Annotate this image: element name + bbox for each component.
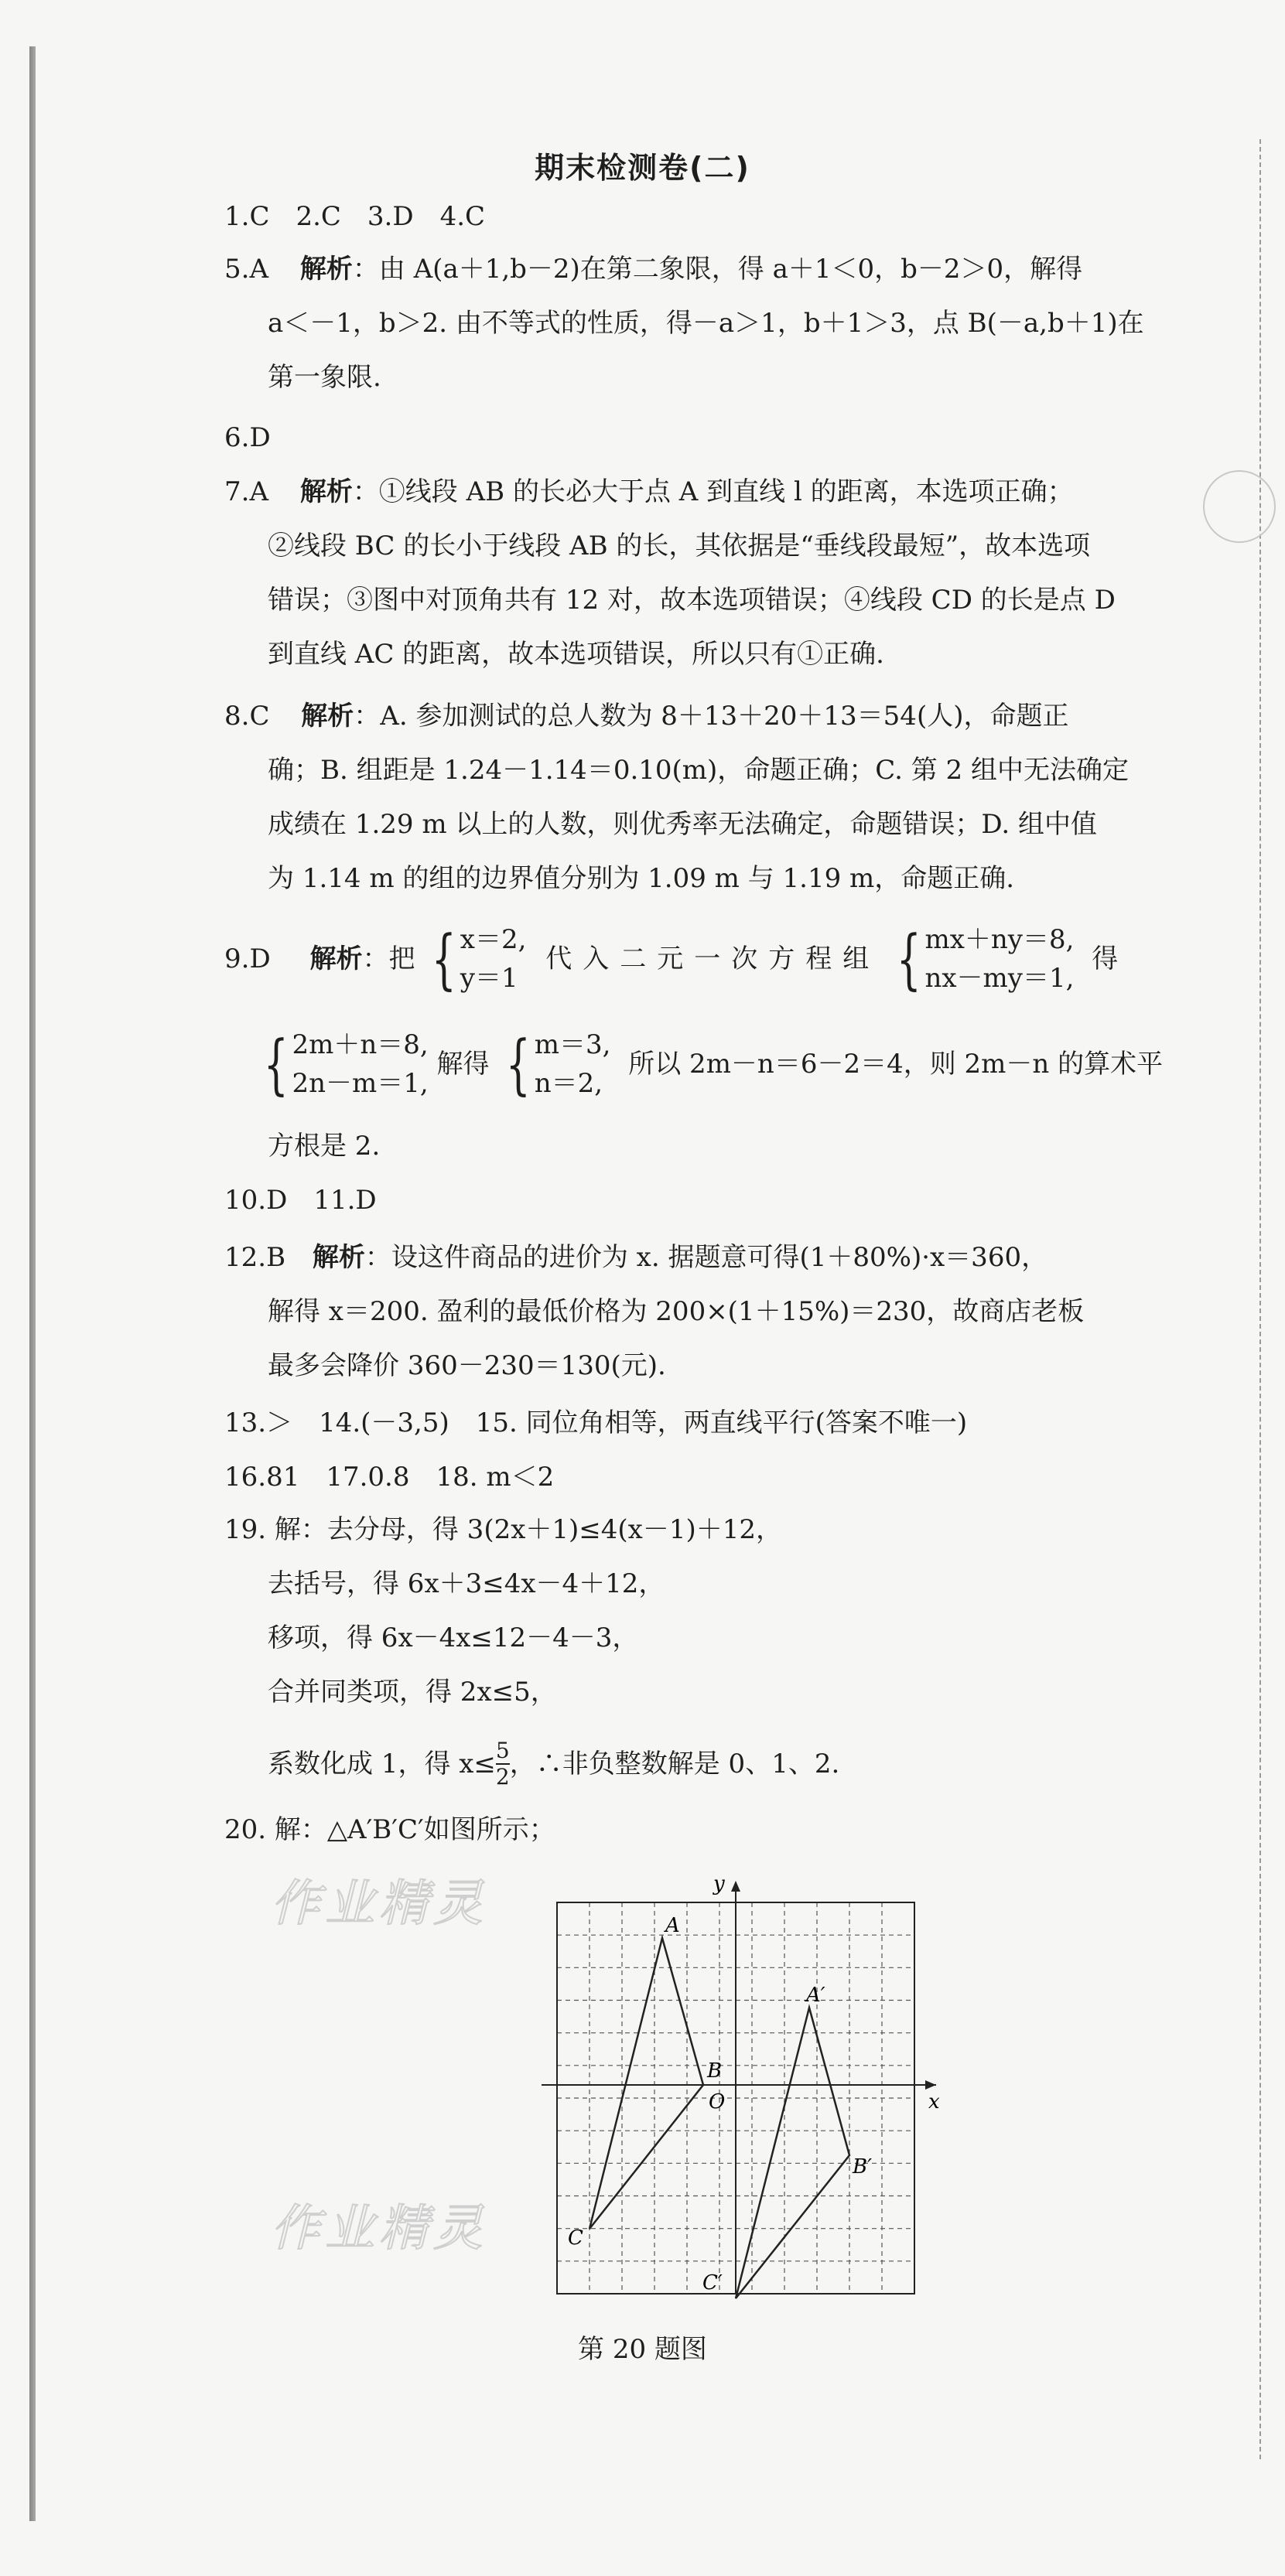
answer-9-number: 9.D	[224, 943, 271, 974]
answer-20: 20. 解：△A′B′C′如图所示；	[224, 1814, 555, 1845]
answer-5-line-1	[224, 252, 1082, 286]
analysis-label: 解析	[299, 254, 353, 285]
answer-8-line-3: 成绩在 1.29 m 以上的人数，则优秀率无法确定，命题错误；D. 组中值	[268, 809, 1098, 840]
page-title: 期末检测卷(二)	[535, 151, 750, 185]
answer-7-text-a: ：①线段 AB 的长必大于点 A 到直线 l 的距离，本选项正确；	[352, 476, 1074, 507]
answer-line-1-4: 1.C 2.C 3.D 4.C	[224, 201, 486, 232]
answer-12-text-a: ：设这件商品的进价为 x. 据题意可得(1＋80%)·x＝360，	[364, 1242, 1048, 1273]
answer-9-text-end: 得	[1092, 943, 1119, 974]
answer-7-line-3: 错误；③图中对顶角共有 12 对，故本选项错误；④线段 CD 的长是点 D	[268, 585, 1116, 616]
system-1: x＝2, y＝1	[460, 924, 527, 994]
analysis-label: 解析	[312, 1242, 365, 1273]
scan-edge-left	[29, 46, 36, 2521]
answer-9-text-mid: 代入二元一次方程组	[545, 943, 880, 974]
seal-stamp	[1203, 470, 1276, 543]
answer-19-line-4: 合并同类项，得 2x≤5，	[268, 1677, 557, 1708]
watermark: 作业精灵	[271, 1875, 487, 1933]
analysis-label: 解析	[299, 476, 353, 507]
answer-12-line-2: 解得 x＝200. 盈利的最低价格为 200×(1＋15%)＝230，故商店老板	[268, 1296, 1085, 1327]
answer-9-line-1: 9.D 解析：把 { x＝2, y＝1 代入二元一次方程组 { mx＋ny＝8, nx－my＝1, 得	[224, 921, 1119, 997]
answer-6: 6.D	[224, 422, 271, 453]
answer-7-line-4: 到直线 AC 的距离，故本选项错误，所以只有①正确.	[268, 639, 884, 670]
analysis-label: 解析	[309, 943, 363, 974]
figure-caption: 第 20 题图	[578, 2334, 707, 2365]
x-axis-arrow	[925, 2080, 936, 2090]
answer-9-text-tail: 所以 2m－n＝6－2＝4，则 2m－n 的算术平	[628, 1049, 1164, 1080]
triangle-a2b2c2	[736, 2008, 849, 2298]
answer-19-line-2: 去括号，得 6x＋3≤4x－4＋12，	[268, 1568, 665, 1599]
triangle-abc	[590, 1938, 703, 2229]
fraction-five-halves: $\frac{5}{2}$	[495, 1738, 510, 1790]
point-b-label: B	[707, 2059, 723, 2083]
y-axis-arrow	[731, 1881, 740, 1892]
answer-7-number: 7.A	[224, 476, 268, 507]
system-4: m＝3, n＝2,	[534, 1029, 611, 1099]
answer-8-text-a: ：A. 参加测试的总人数为 8＋13＋20＋13＝54(人)，命题正	[354, 701, 1069, 732]
point-c-prime-label: C′	[702, 2271, 723, 2295]
answer-10-11: 10.D 11.D	[224, 1185, 377, 1216]
answer-16-18: 16.81 17.0.8 18. m＜2	[224, 1462, 555, 1493]
answer-9-text-mid2: 解得	[436, 1049, 490, 1080]
system-2: mx＋ny＝8, nx－my＝1,	[924, 924, 1075, 994]
point-a-prime-label: A′	[806, 1984, 825, 2007]
y-axis-label: y	[713, 1872, 725, 1895]
answer-12-line-3: 最多会降价 360－230＝130(元).	[268, 1350, 666, 1381]
point-b-prime-label: B′	[853, 2155, 873, 2179]
answer-12-number: 12.B	[224, 1242, 286, 1273]
analysis-label: 解析	[301, 701, 354, 732]
origin-label: O	[709, 2090, 726, 2114]
answer-5-text-a: ：由 A(a＋1,b－2)在第二象限，得 a＋1＜0，b－2＞0，解得	[352, 254, 1083, 285]
watermark: 作业精灵	[271, 2200, 487, 2257]
answer-9-text-pre: ：把	[362, 943, 415, 974]
answer-8-line-4: 为 1.14 m 的组的边界值分别为 1.09 m 与 1.19 m，命题正确.	[268, 863, 1015, 894]
system-3: 2m＋n＝8, 2n－m＝1,	[292, 1029, 429, 1099]
answer-8-number: 8.C	[224, 701, 270, 732]
answer-9-line-3: 方根是 2.	[268, 1131, 381, 1162]
answer-5-number: 5.A	[224, 254, 268, 285]
answer-12-line-1	[224, 1240, 1047, 1274]
answer-5-line-2: a＜－1，b＞2. 由不等式的性质，得－a＞1，b＋1＞3，点 B(－a,b＋1)在	[268, 308, 1144, 339]
answer-9-line-2: { 2m＋n＝8, 2n－m＝1, 解得 { m＝3, n＝2, 所以 2m－n＝6－2＝4，则 2m－n 的算术平	[263, 1026, 1164, 1102]
answer-7-line-2: ②线段 BC 的长小于线段 AB 的长，其依据是“垂线段最短”，故本选项	[268, 531, 1091, 561]
answer-5-line-3: 第一象限.	[268, 362, 381, 393]
answer-8-line-2: 确；B. 组距是 1.24－1.14＝0.10(m)，命题正确；C. 第 2 组中无法确定	[268, 755, 1129, 786]
point-a-label: A	[665, 1914, 680, 1937]
answer-7-line-1	[224, 475, 1074, 509]
answer-19-line-5: 系数化成 1，得 $x\le\frac{5}{2}$ ，∴非负整数解是 0、1、2.	[268, 1738, 840, 1790]
answer-8-line-1	[224, 699, 1068, 733]
answer-19-line-3: 移项，得 6x－4x≤12－4－3，	[268, 1622, 639, 1653]
coordinate-grid-figure	[534, 1871, 967, 2312]
point-c-label: C	[568, 2226, 583, 2250]
answer-13-15: 13.＞ 14.(－3,5) 15. 同位角相等，两直线平行(答案不唯一)	[224, 1407, 968, 1438]
answer-19-line-1: 19. 解：去分母，得 3(2x＋1)≤4(x－1)＋12，	[224, 1514, 783, 1545]
x-axis-label: x	[928, 2090, 940, 2114]
